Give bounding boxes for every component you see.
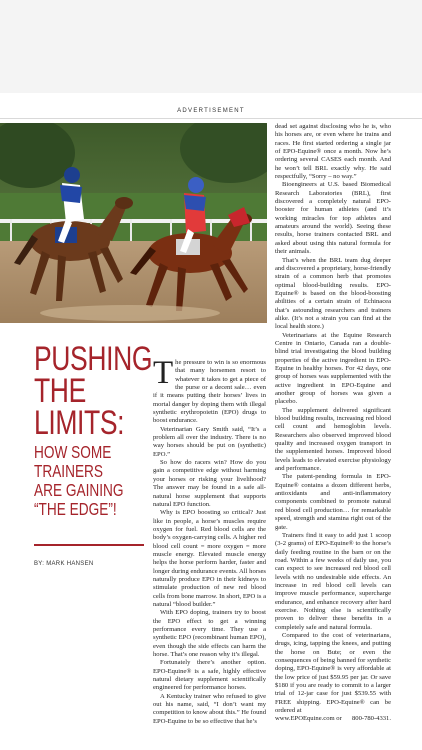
paragraph: Trainers find it easy to add just 1 scoop (3-2 grams) of EPO-Equine® to the horse’s daily feeding routine in the barn or on the road. Within a few weeks of daily use, you can expect to see increased red blood cell levels with no undesirable side effects. An increase in red blood cell levels can improve muscle performance, supercharge endurance, and enhance recovery after hard exercise. Nothing else is scientifically proven to deliver these benefits in a completely safe and natural formula. bbox=[275, 531, 391, 631]
subheadline-line: HOW SOME bbox=[34, 442, 112, 462]
headline-line: PUSHING bbox=[34, 340, 153, 378]
paragraph: Veterinarians at the Equine Research Centre in Ontario, Canada ran a double-blind trial investigating the blood building properties of the active ingredient in EPO-Equine in healthy horses. For 42 days, one group of horses was supplemented with the active ingredient in EPO-Equine and another group of horses was given a placebo. bbox=[275, 331, 391, 406]
paragraph: Why is EPO boosting so critical? Just like in people, a horse’s muscles require oxygen for fuel. Red blood cells are the body’s oxygen-carrying cells. A higher red blood cell count = more oxygen = more muscle energy. Elevated muscle energy helps the horse perform harder, faster and longer during endurance events. All horses naturally produce EPO in their kidneys to stimulate production of new red blood cells from bone marrow. In short, EPO is a natural “blood builder.” bbox=[153, 509, 266, 608]
paragraph: Bioengineers at U.S. based Biomedical Research Laboratories (BRL), first discovered a completely natural EPO-booster for human athletes (and it’s working miracles for top athletes and amateurs around the world). Seeing these results, horse trainers contacted BRL and asked about using this natural formula for their animals. bbox=[275, 181, 391, 256]
article-column-left bbox=[153, 355, 266, 726]
headline-line: LIMITS: bbox=[34, 404, 125, 442]
subheadline-line: ARE GAINING bbox=[34, 480, 124, 500]
byline: BY: MARK HANSEN bbox=[34, 561, 94, 567]
horse-racing-photo bbox=[0, 123, 267, 323]
title-underline bbox=[34, 544, 144, 546]
paragraph: Compared to the cost of veterinarians, drugs, icing, tapping the knees, and putting the horse on Bute; or even the consequences of being banned for synthetic doping, EPO-Equine® is very affordable at the low price of just $59.95 per jar. Or save $180 if you are ready to commit to a larger trial of 12-jar case for just $539.55 with FREE shipping. EPO-Equine® can be ordered at bbox=[275, 631, 391, 715]
top-bar bbox=[0, 0, 422, 93]
paragraph: With EPO doping, trainers try to boost the EPO effect to get a winning performance every time. They use a synthetic EPO (recombinant human EPO), even though the side effects can harm the horse. That’s one reason why it’s illegal. bbox=[153, 609, 266, 659]
article-column-right bbox=[275, 123, 391, 724]
paragraph: The pressure to win is so enormous that many horsemen resort to whatever it takes to get a piece of the purse or a decent sale… even if it means putting their horses’ lives in mortal danger by doping them with illegal synthetic erythropoietin (EPO) drugs to boost endurance. bbox=[153, 355, 266, 425]
order-url-link[interactable]: www.EPOEquine.com or bbox=[275, 715, 342, 723]
drop-cap: T bbox=[153, 355, 174, 391]
subheadline-line: TRAINERS bbox=[34, 461, 104, 481]
paragraph: So how do racers win? How do you gain a competitive edge without harming your horses or risking your livelihood? The answer may be found in a safe all-natural horse supplement that supports natural EPO function. bbox=[153, 459, 266, 508]
paragraph: dead set against disclosing who he is, who his horses are, or even where he trains and races. He first started ordering a single jar of EPO-Equine® once a month. Now he’s ordering several CASES each month. And he won’t tell BRL exactly why. He said respectfully, “Sorry – no way.” bbox=[275, 123, 391, 181]
advertisement-label: ADVERTISEMENT bbox=[177, 108, 245, 114]
phone-number: 800-780-4331. bbox=[351, 715, 391, 723]
paragraph: That’s when the BRL team dug deeper and discovered a proprietary, horse-friendly strain of a common herb that promotes optimal blood-building results. EPO-Equine® is based on the blood-boosting abilities of a certain strain of Echinacea that’s astounding researchers and trainers alike. (It’s not a strain you can find at the local health store.) bbox=[275, 256, 391, 331]
paragraph: The supplement delivered significant blood building results, increasing red blood cell count and hemoglobin levels. Researchers also observed improved blood quality and increased oxygen transport in the supplemented horses. Improved blood levels leads to elevated exercise physiology and performance. bbox=[275, 406, 391, 473]
article-headline bbox=[34, 340, 153, 519]
order-info bbox=[275, 715, 391, 723]
subheadline-line: “THE EDGE”! bbox=[34, 499, 117, 519]
divider bbox=[0, 118, 422, 119]
headline-line: THE bbox=[34, 372, 86, 410]
paragraph: Fortunately there’s another option. EPO-Equine® is a safe, highly effective natural dietary supplement scientifically engineered for performance horses. bbox=[153, 659, 266, 692]
paragraph: The patent-pending formula in EPO-Equine® contains a dozen different herbs, antioxidants and anti-inflammatory components combined to promote natural red blood cell production… for remarkable speed, strength and stamina right out of the gate. bbox=[275, 473, 391, 531]
paragraph: A Kentucky trainer who refused to give out his name, said, “I don’t want my competition to know about this.” He found EPO-Equine to be so effective that he’s bbox=[153, 692, 266, 725]
paragraph: Veterinarian Gary Smith said, “It’s a problem all over the industry. There is no way horses should be put on (synthetic) EPO.” bbox=[153, 425, 266, 458]
